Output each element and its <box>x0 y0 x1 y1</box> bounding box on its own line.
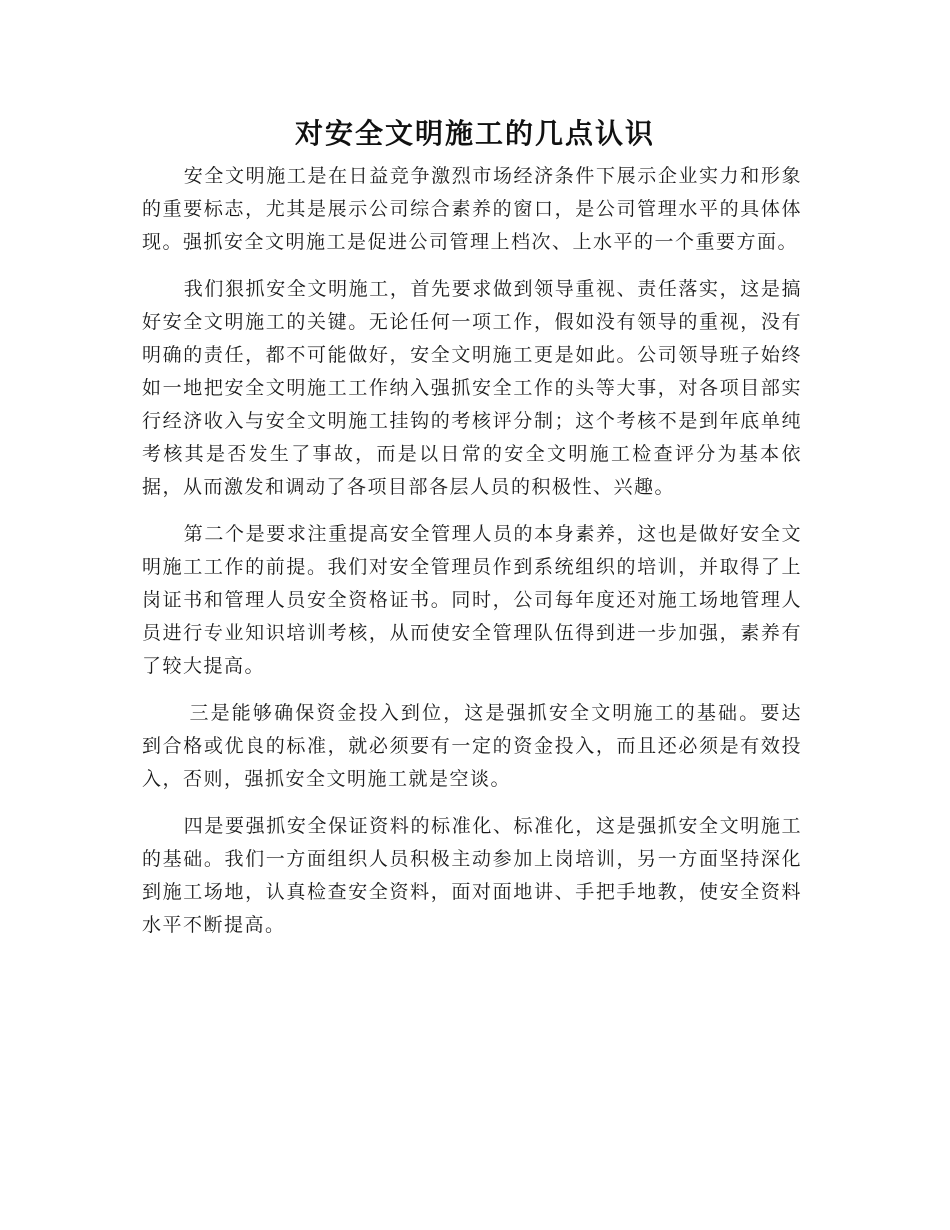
paragraph-1: 安全文明施工是在日益竞争激烈市场经济条件下展示企业实力和形象的重要标志，尤其是展示公司综合素养的窗口，是公司管理水平的具体体现。强抓安全文明施工是促进公司管理上档次、上水平的一个重要方面。 <box>142 165 802 253</box>
paragraph-4: 三是能够确保资金投入到位，这是强抓安全文明施工的基础。要达到合格或优良的标准，就必须要有一定的资金投入，而且还必须是有效投入，否则，强抓安全文明施工就是空谈。 <box>142 702 802 790</box>
paragraph-2: 我们狠抓安全文明施工，首先要求做到领导重视、责任落实，这是搞好安全文明施工的关键。无论任何一项工作，假如没有领导的重视，没有明确的责任，都不可能做好，安全文明施工更是如此。公司领导班子始终如一地把安全文明施工工作纳入强抓安全工作的头等大事，对各项目部实行经济收入与安全文明施工挂钩的考核评分制；这个考核不是到年底单纯考核其是否发生了事故，而是以日常的安全文明施工检查评分为基本依据，从而激发和调动了各项目部各层人员的积极性、兴趣。 <box>142 278 802 498</box>
document-body <box>142 160 802 956</box>
paragraph-3: 第二个是要求注重提高安全管理人员的本身素养，这也是做好安全文明施工工作的前提。我们对安全管理员作到系统组织的培训，并取得了上岗证书和管理人员安全资格证书。同时，公司每年度还对施工场地管理人员进行专业知识培训考核，从而使安全管理队伍得到进一步加强，素养有了较大提高。 <box>142 523 802 677</box>
document-title: 对安全文明施工的几点认识 <box>294 117 655 150</box>
paragraph-5: 四是要强抓安全保证资料的标准化、标准化，这是强抓安全文明施工的基础。我们一方面组织人员积极主动参加上岗培训，另一方面坚持深化到施工场地，认真检查安全资料，面对面地讲、手把手地教，使安全资料水平不断提高。 <box>142 815 802 936</box>
